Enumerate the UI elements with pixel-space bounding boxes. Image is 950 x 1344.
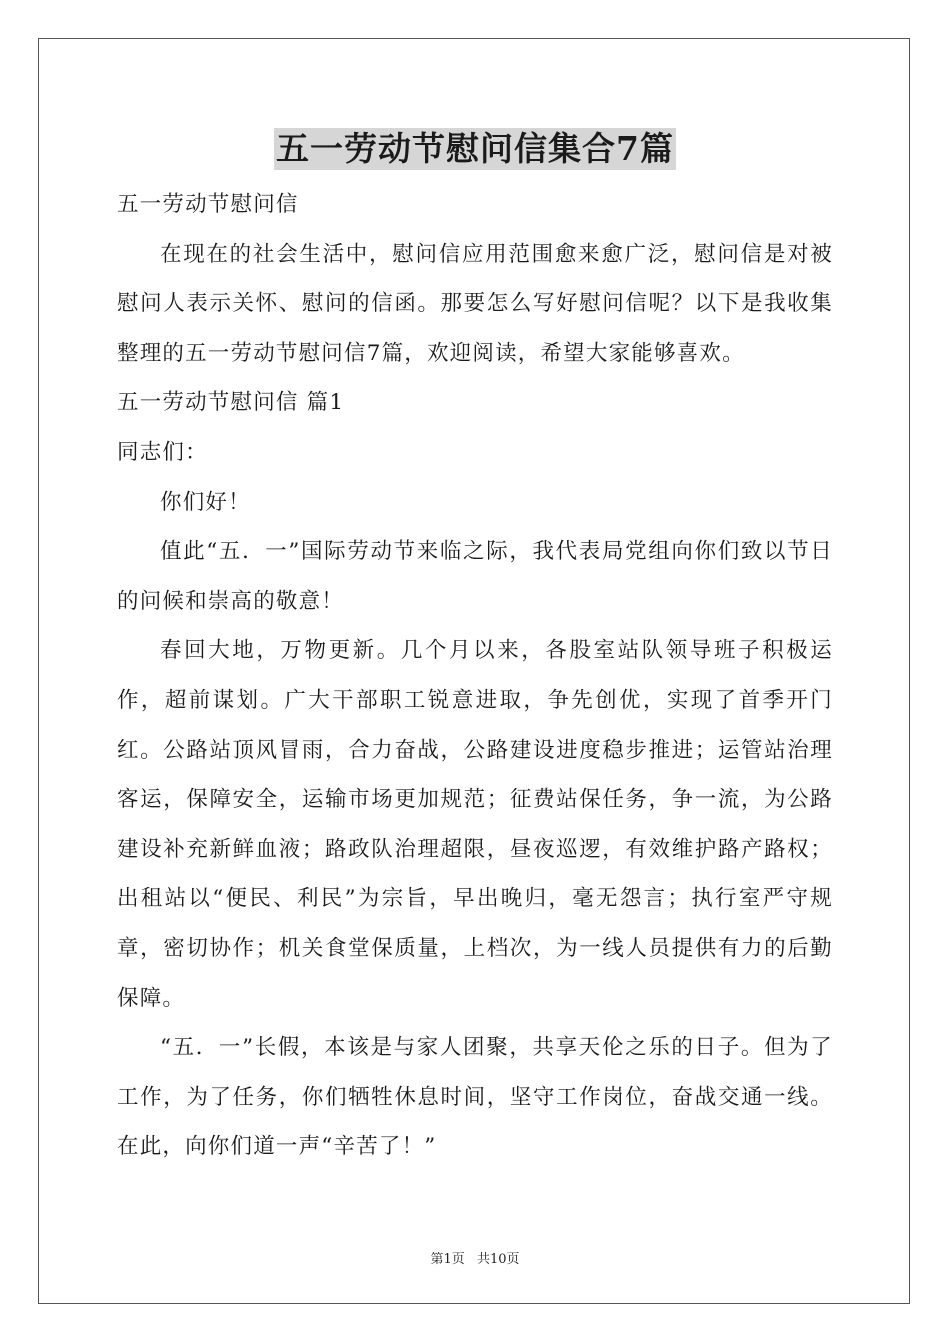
title-container — [0, 128, 950, 170]
page-footer — [0, 1248, 950, 1267]
document-body — [117, 180, 833, 1172]
salutation: 同志们： — [117, 439, 208, 465]
body-paragraph: “五．一”长假，本该是与家人团聚，共享天伦之乐的日子。但为了工作，为了任务，你们牺牲休息时间，坚守工作岗位，奋战交通一线。在此，向你们道一声“辛苦了！” — [117, 1035, 833, 1160]
body-paragraph: 春回大地，万物更新。几个月以来，各股室站队领导班子积极运作，超前谋划。广大干部职工锐意进取，争先创优，实现了首季开门红。公路站顶风冒雨，合力奋战，公路建设进度稳步推进；运管站治理客运，保障安全，运输市场更加规范；征费站保任务，争一流，为公路建设补充新鲜血液；路政队治理超限，昼夜巡逻，有效维护路产路权；出租站以“便民、利民”为宗旨，早出晚归，毫无怨言；执行室严守规章，密切协作；机关食堂保质量，上档次，为一线人员提供有力的后勤保障。 — [117, 638, 833, 1011]
page-total: 共10页 — [476, 1252, 520, 1267]
document-title: 五一劳动节慰问信集合7篇 — [276, 129, 674, 168]
greeting: 你们好！ — [160, 489, 251, 515]
page-number: 第1页 — [430, 1252, 465, 1267]
intro-paragraph: 在现在的社会生活中，慰问信应用范围愈来愈广泛，慰问信是对被慰问人表示关怀、慰问的信函。那要怎么写好慰问信呢？以下是我收集整理的五一劳动节慰问信7篇，欢迎阅读，希望大家能够喜欢。 — [117, 241, 833, 366]
article-heading: 五一劳动节慰问信 篇1 — [117, 390, 345, 416]
section-heading: 五一劳动节慰问信 — [117, 192, 299, 217]
body-paragraph: 值此“五．一”国际劳动节来临之际，我代表局党组向你们致以节日的问候和崇高的敬意！ — [117, 539, 833, 614]
